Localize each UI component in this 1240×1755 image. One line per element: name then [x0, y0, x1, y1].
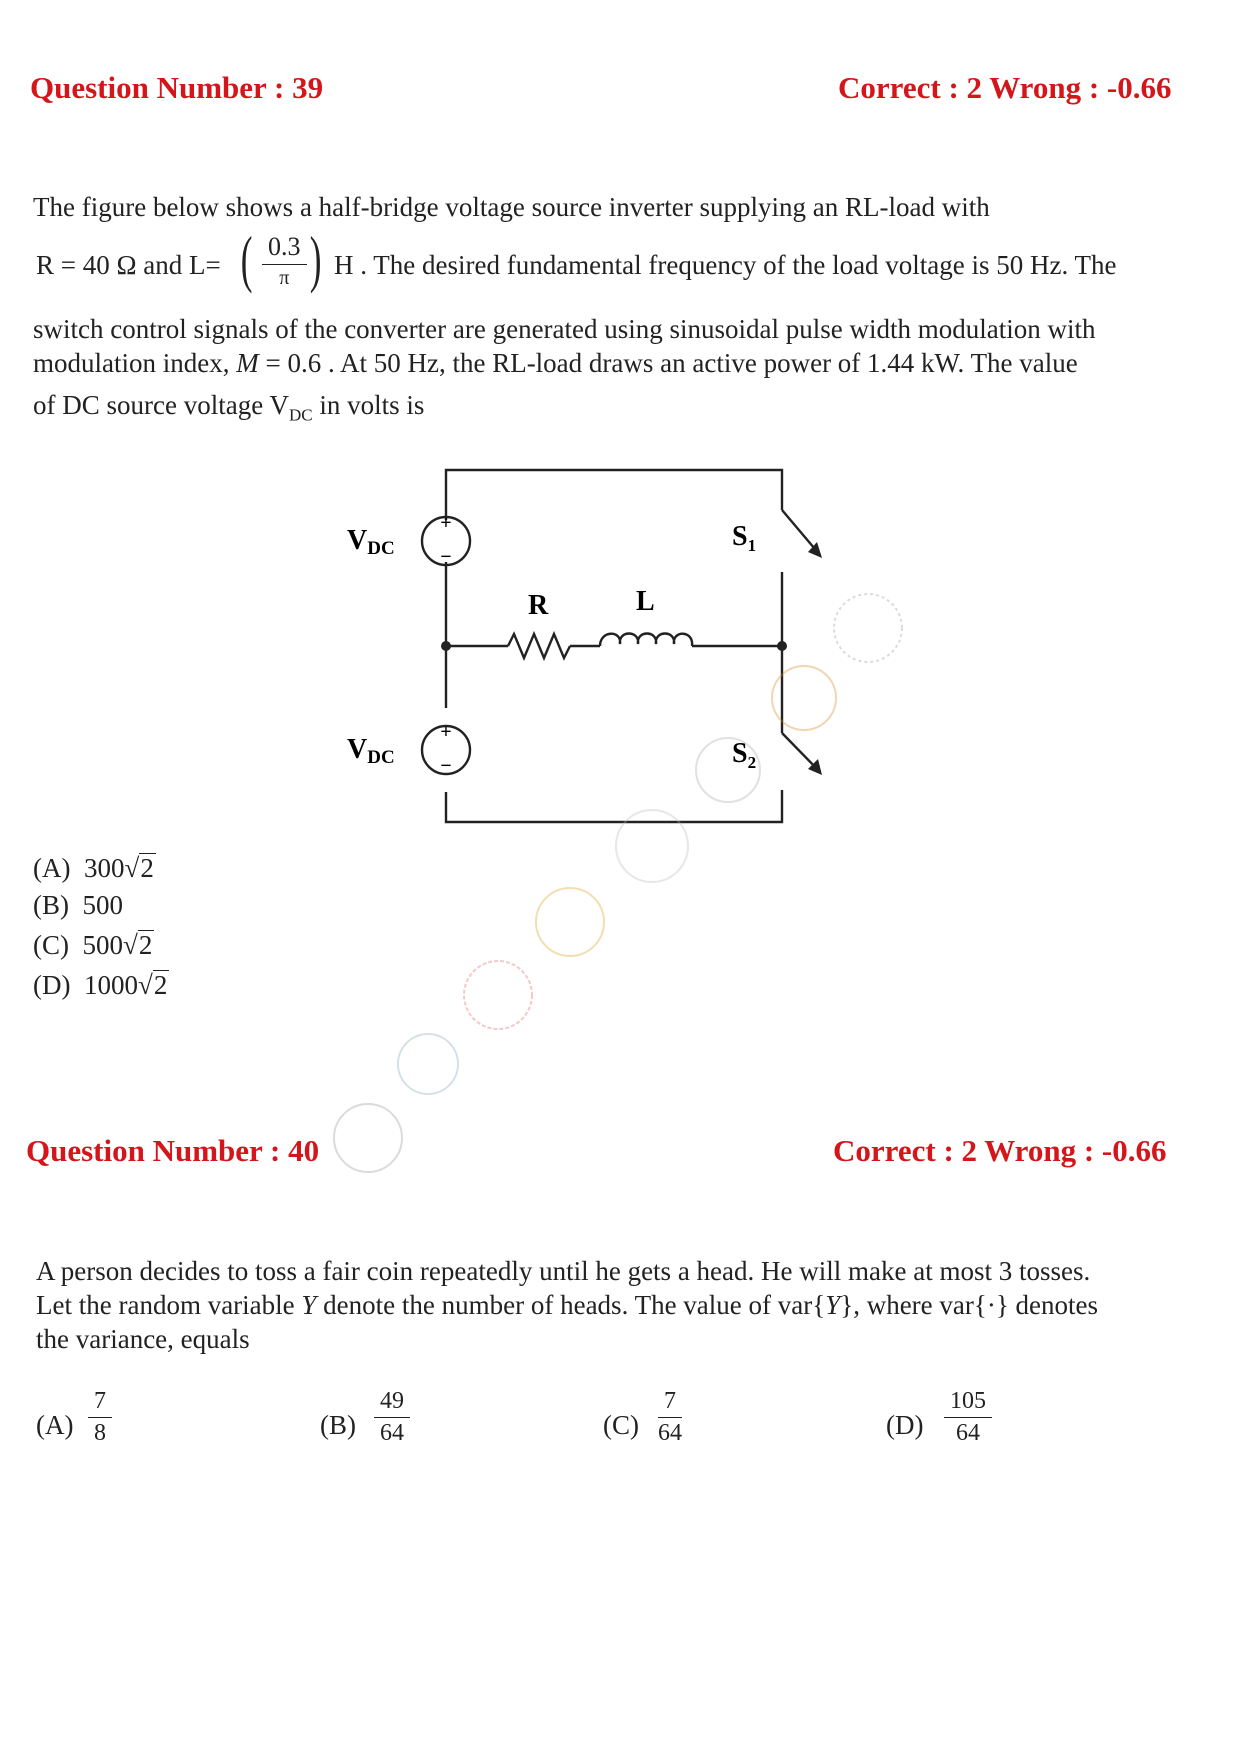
q39-option-d-label: (D)	[33, 970, 71, 1000]
q39-text-line2a: R = 40 Ω and L=	[36, 250, 221, 280]
watermark-seals	[334, 594, 902, 1172]
junction-left	[441, 641, 451, 651]
resistor-label: R	[528, 590, 549, 621]
q40-text-line2	[36, 1292, 1098, 1319]
q39-text-line5b: in volts is	[312, 390, 425, 420]
q39-paren-right: )	[309, 223, 322, 294]
q39-text-line5-sub: DC	[288, 405, 313, 425]
watermark-seal-8	[334, 1104, 402, 1172]
q39-option-b-value: 500	[82, 890, 123, 920]
q40-text-line2c: }, where var{·} denotes	[840, 1290, 1099, 1320]
q40-option-d-numerator: 105	[944, 1388, 992, 1418]
q40-symbol-Y: Y	[301, 1290, 317, 1320]
q39-marks: Correct : 2 Wrong : -0.66	[838, 70, 1172, 105]
q39-symbol-M: M	[236, 348, 259, 378]
q40-option-a-numerator: 7	[88, 1388, 112, 1418]
q39-text-line2b: H . The desired fundamental frequency of the load voltage is 50 Hz. The	[334, 250, 1117, 280]
inductor-label: L	[636, 586, 655, 617]
q39-option-c-value: 500	[82, 930, 123, 960]
q39-option-a-label: (A)	[33, 853, 71, 883]
q40-option-d-label[interactable]: (D)	[886, 1410, 924, 1440]
q39-option-d[interactable]	[33, 970, 169, 1001]
q40-text-line2a: Let the random variable	[36, 1290, 302, 1320]
q40-option-c-label[interactable]: (C)	[603, 1410, 639, 1440]
q40-option-a-label[interactable]: (A)	[36, 1410, 74, 1440]
q40-option-d-denominator: 64	[956, 1420, 980, 1446]
q40-option-c-fraction[interactable]	[658, 1388, 682, 1447]
q40-option-a-denominator: 8	[94, 1420, 106, 1446]
switch-s1-label: $S_1$	[732, 521, 757, 555]
q39-text-line4b: = 0.6 . At 50 Hz, the RL-load draws an active power of 1.44 kW. The value	[258, 348, 1078, 378]
q40-option-c-numerator: 7	[658, 1388, 682, 1418]
q39-option-b[interactable]	[33, 890, 123, 921]
q40-text-line2b: denote the number of heads. The value of var{	[316, 1290, 826, 1320]
circuit-bottom-wire	[446, 790, 782, 822]
q39-option-a-value: 300	[83, 853, 125, 883]
watermark-seal-1	[834, 594, 902, 662]
circuit-top-wire	[446, 470, 782, 520]
vdc-bottom-label: VDC	[347, 734, 395, 768]
q40-marks: Correct : 2 Wrong : -0.66	[833, 1133, 1167, 1168]
vdc-top-minus: −	[440, 546, 452, 568]
q39-option-c[interactable]	[33, 930, 154, 961]
q39-text-line4a: modulation index,	[33, 348, 237, 378]
switch-s2-label: $S_2$	[732, 738, 757, 772]
q39-text-line3: switch control signals of the converter are generated using sinusoidal pulse width modulation with	[33, 314, 1096, 344]
q39-option-c-sqrt-sign: √	[123, 930, 138, 960]
q40-symbol-Y2: Y	[825, 1290, 841, 1320]
vdc-top-plus: +	[440, 512, 452, 534]
q40-option-b-fraction[interactable]	[374, 1388, 410, 1447]
q39-option-c-radicand: 2	[138, 930, 153, 960]
q39-option-a[interactable]	[33, 853, 156, 884]
watermark-seal-7	[398, 1034, 458, 1094]
q40-text-line3: the variance, equals	[36, 1324, 250, 1354]
q39-L-denominator: π	[279, 267, 290, 289]
vdc-bottom-minus: −	[440, 755, 452, 777]
q40-option-b-numerator: 49	[374, 1388, 410, 1418]
q39-option-c-label: (C)	[33, 930, 69, 960]
q39-option-a-radicand: 2	[140, 853, 154, 883]
q39-text-line5a: of DC source voltage V	[33, 390, 289, 420]
q40-number-label: Question Number : 40	[26, 1133, 320, 1168]
junction-right	[777, 641, 787, 651]
vdc-bottom-plus: +	[440, 721, 452, 743]
q39-text-line1: The figure below shows a half-bridge voltage source inverter supplying an RL-load with	[33, 192, 990, 222]
q40-option-b-label[interactable]: (B)	[320, 1410, 356, 1440]
q40-text-line1: A person decides to toss a fair coin repeatedly until he gets a head. He will make at most 3 tosses.	[36, 1256, 1091, 1286]
inductor-coils	[600, 634, 692, 647]
q40-option-d-fraction[interactable]	[944, 1388, 992, 1447]
q39-number-label: Question Number : 39	[30, 70, 324, 105]
q39-L-numerator: 0.3	[262, 232, 307, 265]
q40-option-c-denominator: 64	[658, 1420, 682, 1446]
resistor-zigzag	[508, 634, 570, 658]
q39-option-d-sqrt-sign: √	[137, 970, 153, 1000]
vdc-top-label: VDC	[347, 525, 395, 559]
watermark-seal-6	[464, 961, 532, 1029]
q39-option-d-radicand: 2	[153, 970, 168, 1000]
q39-option-a-sqrt-sign: √	[124, 853, 140, 883]
q39-option-b-label: (B)	[33, 890, 69, 920]
q40-option-b-denominator: 64	[380, 1420, 404, 1446]
watermark-seal-5	[536, 888, 604, 956]
q40-option-a-fraction[interactable]	[88, 1388, 112, 1447]
q39-option-d-value: 1000	[83, 970, 138, 1000]
q39-paren-left: (	[240, 223, 253, 294]
